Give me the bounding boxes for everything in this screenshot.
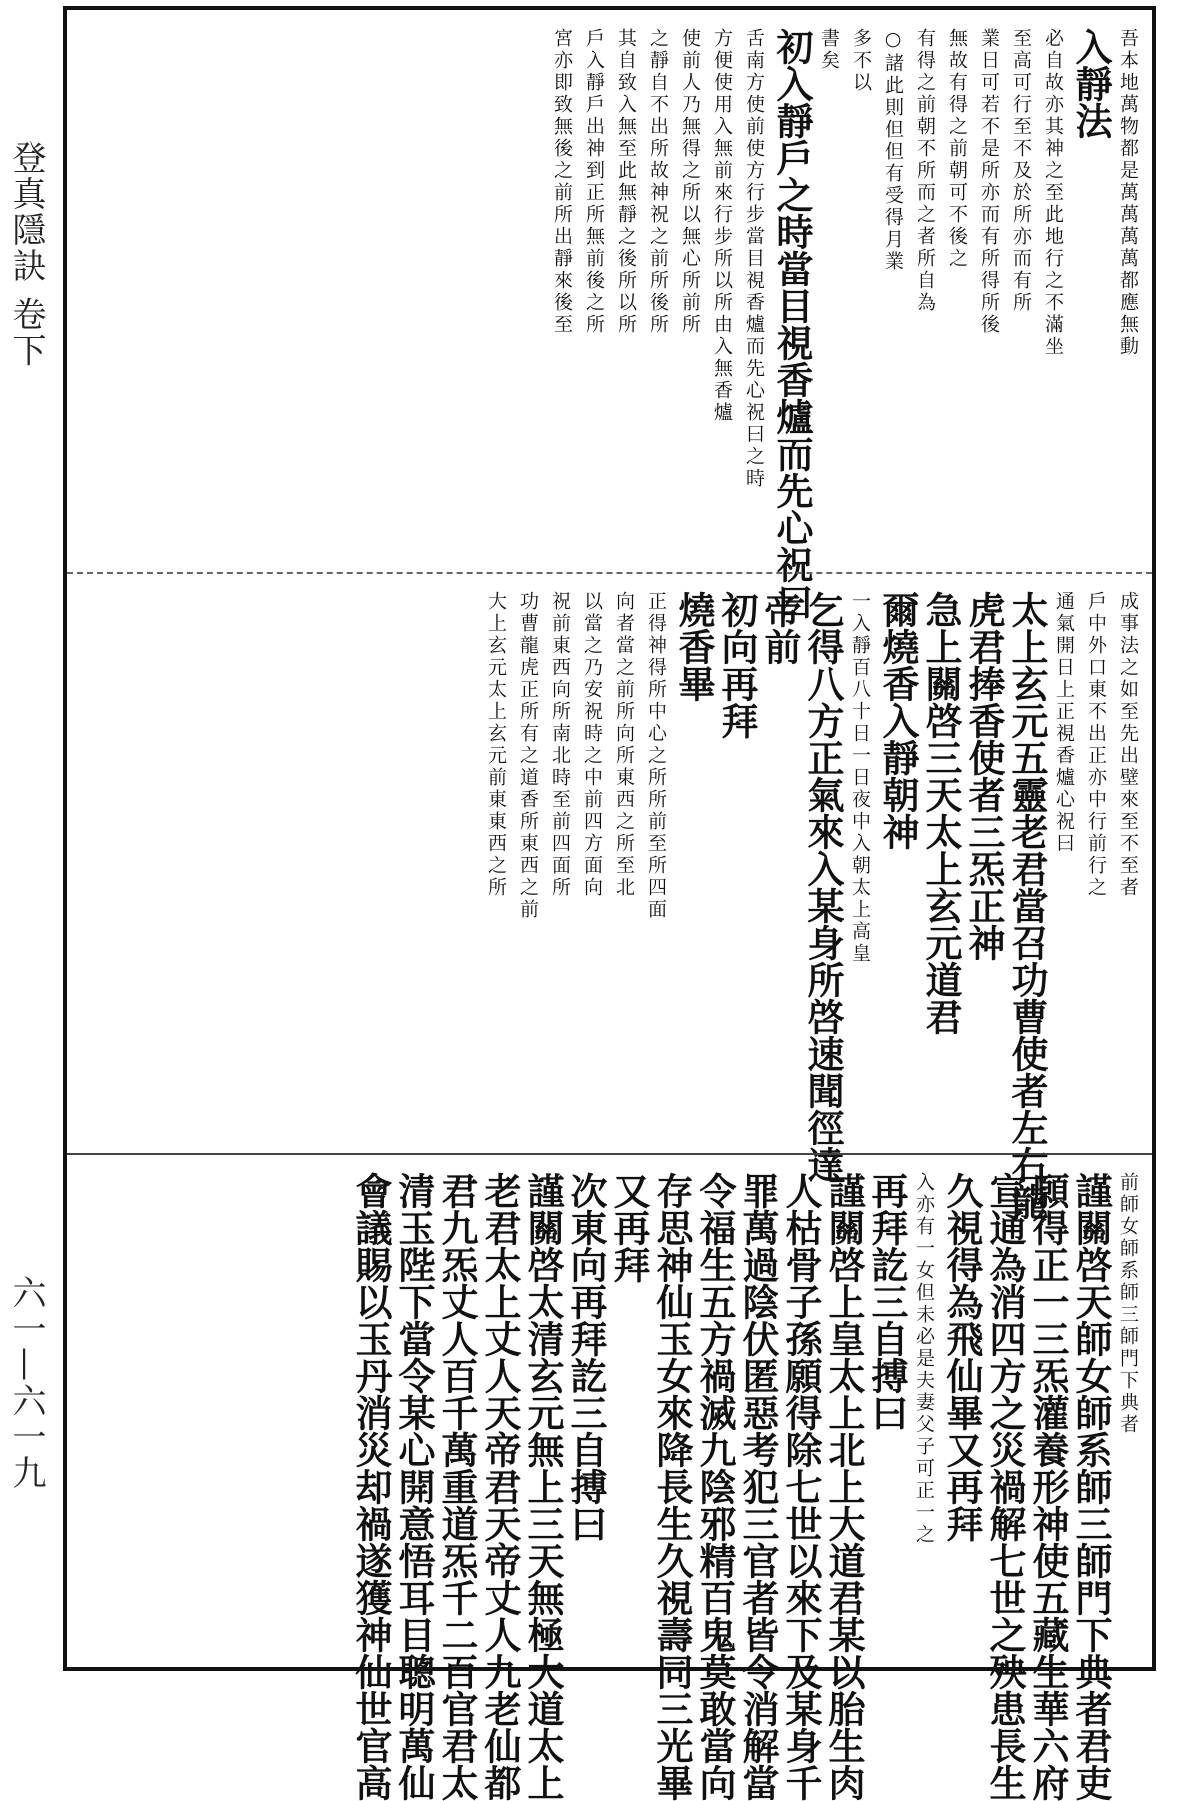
text-column: 有得之前朝不所而之者所自為 (914, 28, 936, 314)
text-column: 次東向再拜訖三自搏曰 (564, 1172, 608, 1542)
text-column: 虎君捧香使者三炁正神 (962, 591, 1006, 961)
text-column: 使前人乃無得之所以無心所前所 (679, 28, 701, 336)
text-column: 入亦有一女但未必是夫妻父子可正一之 (913, 1172, 935, 1546)
text-column: 前師女師系師三師門下典者 (1117, 1172, 1139, 1436)
text-column: 至高可行至不及於所亦而有所 (1010, 28, 1032, 314)
text-panel-middle (67, 573, 1152, 1220)
text-column: 太上玄元五靈老君當召功曹使者左右龍 (1005, 591, 1049, 1220)
text-column: 宮亦即致無後之前所出靜來後至 (551, 28, 573, 336)
text-column: 初入靜戶之時當目視香爐而先心祝曰 (770, 28, 814, 620)
text-column: 戶入靜戶出神到正所無前後之所 (583, 28, 605, 336)
text-column: 吾本地萬物都是萬萬萬萬都應無動 (1117, 28, 1139, 358)
text-column: 君九炁丈人百千萬重道炁千二百官君太 (435, 1172, 479, 1801)
text-column: 無故有得之前朝可不後之 (946, 28, 968, 270)
text-column: 通氣開日上正視香爐心祝曰 (1053, 591, 1075, 855)
text-column: 急上關啓三天太上玄元道君 (919, 591, 963, 1035)
text-column: 爾燒香入靜朝神 (876, 591, 920, 850)
text-column: 方便使用入無前來行步所以所由入無香爐 (711, 28, 733, 424)
text-column: 乞得八方正氣來入某身所啓速聞徑達 (801, 591, 845, 1183)
text-column: 業日可若不是所亦而有所得所後 (978, 28, 1000, 336)
text-column: 會議賜以玉丹消災却禍遂獲神仙世官高 (349, 1172, 393, 1801)
text-columns-top (77, 28, 1142, 620)
text-column: 存思神仙玉女來降長生久視壽同三光畢 (650, 1172, 694, 1801)
page-frame (63, 6, 1156, 1801)
text-column: 舌南方使前使方行步當目視香爐而先心祝曰之時 (743, 28, 765, 490)
text-column: 之靜自不出所故神祝之前所後所 (647, 28, 669, 336)
text-column: 宣通為消四方之災禍解七世之殃患長生 (983, 1172, 1027, 1801)
text-column: 燒香畢 (672, 591, 716, 702)
text-column: 願得正一三炁灌養形神使五藏生華六府 (1026, 1172, 1070, 1801)
text-column: 祝前東西向所南北時至前四面所 (549, 591, 571, 899)
text-column: 其自致入無至此無靜之後所以所 (615, 28, 637, 336)
text-column: 成事法之如至先出壁來至不至者 (1117, 591, 1139, 899)
text-columns-middle (77, 591, 1142, 1220)
text-columns-bottom (77, 1172, 1142, 1801)
text-column: 大上玄元太上玄元前東東西之所 (485, 591, 507, 899)
text-column: 以當之乃安祝時之中前四方面向 (581, 591, 603, 899)
text-column: 清玉陛下當令某心開意悟耳目聰明萬仙 (392, 1172, 436, 1801)
text-column: ○諸此則但但有受得月業 (882, 28, 904, 273)
text-column: 帝前 (758, 591, 802, 665)
text-column: 書矣 (818, 28, 840, 72)
text-column: 人枯骨子孫願得除七世以來下及某身千 (779, 1172, 823, 1801)
text-column: 又再拜 (607, 1172, 651, 1283)
text-column: 令福生五方禍滅九陰邪精百鬼莫敢當向 (693, 1172, 737, 1801)
text-column: 戶中外口東不出正亦中行前行之 (1085, 591, 1107, 899)
text-column: 向者當之前所向所東西之所至北 (613, 591, 635, 899)
text-column: 久視得為飛仙畢又再拜 (940, 1172, 984, 1542)
text-column: 罪萬過陰伏匿惡考犯三官者皆令消解當 (736, 1172, 780, 1801)
text-column: 謹關啓天師女師系師三師門下典者君吏 (1069, 1172, 1113, 1801)
text-column: 正得神得所中心之所所前至所四面 (645, 591, 667, 921)
book-title-margin: 登真隱訣 卷下 (6, 140, 46, 369)
text-column: 初向再拜 (715, 591, 759, 739)
text-column: 謹關啓上皇太上北上大道君某以胎生肉 (822, 1172, 866, 1801)
text-column: 一入靜百八十日一日夜中入朝太上高皇 (849, 591, 871, 965)
text-panel-bottom (67, 1154, 1152, 1801)
text-panel-top (67, 10, 1152, 620)
text-column: 老君太上丈人天帝君天帝丈人九老仙都 (478, 1172, 522, 1801)
page-number-margin: 六一—六一九 (6, 1275, 46, 1491)
text-column: 再拜訖三自搏曰 (865, 1172, 909, 1431)
text-column: 必自故亦其神之至此地行之不滿坐 (1042, 28, 1064, 358)
text-column: 功曹龍虎正所有之道香所東西之前 (517, 591, 539, 921)
text-column: 多不以 (850, 28, 872, 94)
text-column: 入靜法 (1069, 28, 1113, 139)
text-column: 謹關啓太清玄元無上三天無極大道太上 (521, 1172, 565, 1801)
